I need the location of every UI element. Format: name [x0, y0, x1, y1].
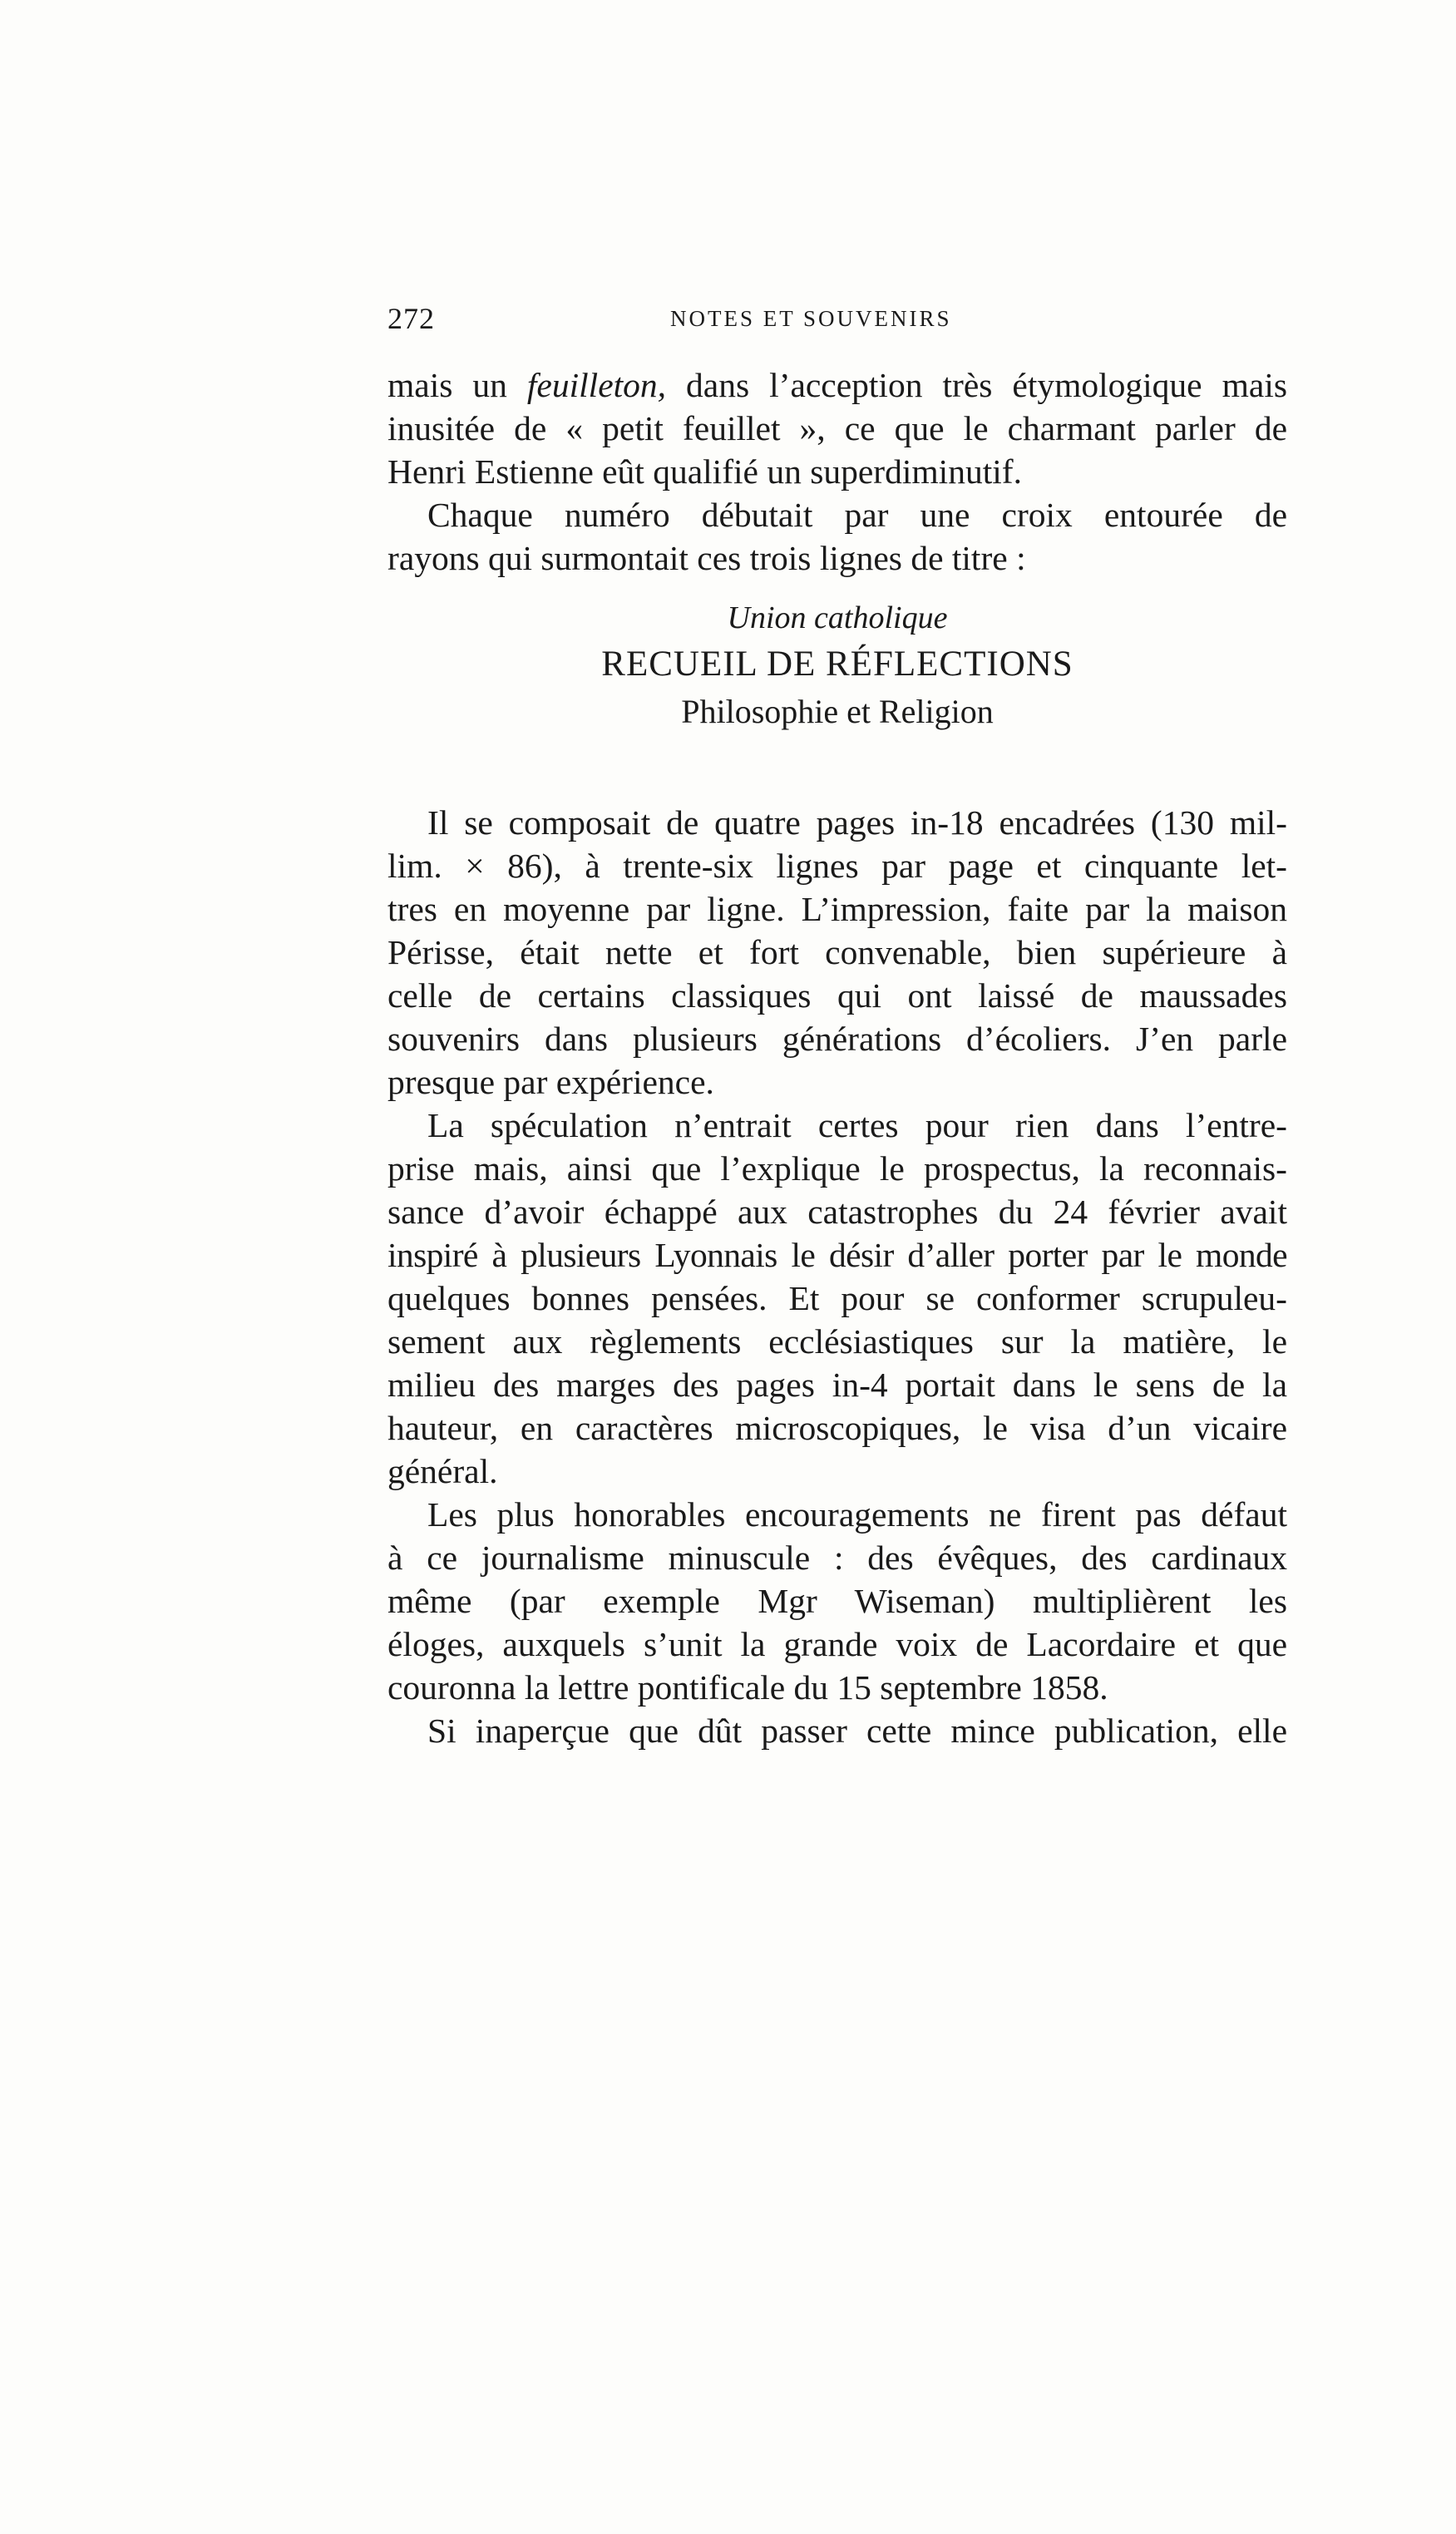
text-line: Les plus honorables encouragements ne firent pas défaut — [427, 1495, 1287, 1534]
paragraph-6 — [387, 1709, 1287, 1752]
title-philosophie: Philosophie et Religion — [681, 693, 994, 730]
text-line: couronna la lettre pontificale du 15 septembre 1858. — [387, 1668, 1108, 1707]
paragraph-2 — [387, 493, 1287, 580]
text-line: éloges, auxquels s’unit la grande voix de Lacordaire et que — [387, 1625, 1287, 1663]
text-line: Henri Estienne eût qualifié un superdiminutif. — [387, 452, 1022, 491]
text-line: inusitée de « petit feuillet », ce que le charmant parler de — [387, 409, 1287, 447]
text-line: tres en moyenne par ligne. L’impression, faite par la maison — [387, 890, 1287, 928]
text-line: Si inaperçue que dût passer cette mince publication, elle — [427, 1712, 1287, 1750]
paragraph-3 — [387, 801, 1287, 1104]
text-line: souvenirs dans plusieurs générations d’écoliers. J’en parle — [387, 1020, 1287, 1058]
body-text — [387, 363, 1287, 1752]
text-line: inspiré à plusieurs Lyonnais le désir d’aller porter par le monde — [387, 1236, 1287, 1274]
text-line — [387, 363, 1287, 407]
text-line: prise mais, ainsi que l’explique le prospectus, la reconnais- — [387, 1149, 1287, 1188]
text-line: à ce journalisme minuscule : des évêques, des cardinaux — [387, 1539, 1287, 1577]
text-line: Chaque numéro débutait par une croix entourée de — [427, 496, 1287, 534]
text-line: presque par expérience. — [387, 1063, 714, 1101]
text-line: rayons qui surmontait ces trois lignes de titre : — [387, 539, 1026, 577]
text-fragment: dans l’acception très étymologique mais — [666, 366, 1287, 404]
page-number: 272 — [387, 302, 435, 335]
text-line: hauteur, en caractères microscopiques, le visa d’un vicaire — [387, 1409, 1287, 1447]
text-line: même (par exemple Mgr Wiseman) multiplièrent les — [387, 1582, 1287, 1620]
text-line: milieu des marges des pages in-4 portait dans le sens de la — [387, 1366, 1287, 1404]
text-line: sement aux règlements ecclésiastiques sur la matière, le — [387, 1322, 1287, 1361]
text-fragment: mais un — [387, 366, 527, 404]
italic-word: feuilleton, — [526, 366, 667, 404]
text-line: La spéculation n’entrait certes pour rien dans l’entre- — [427, 1106, 1287, 1144]
text-line: lim. × 86), à trente-six lignes par page et cinquante let- — [387, 847, 1287, 885]
page-header — [387, 301, 1287, 351]
title-union-catholique: Union catholique — [727, 600, 948, 635]
text-line: Il se composait de quatre pages in-18 encadrées (130 mil- — [427, 803, 1287, 842]
running-head: NOTES ET SOUVENIRS — [670, 306, 952, 331]
text-line: sance d’avoir échappé aux catastrophes du 24 février avait — [387, 1193, 1287, 1231]
paragraph-1 — [387, 363, 1287, 493]
text-line: celle de certains classiques qui ont laissé de maussades — [387, 976, 1287, 1015]
paragraph-4 — [387, 1104, 1287, 1493]
text-line: Périsse, était nette et fort convenable, bien supérieure à — [387, 933, 1287, 971]
text-line: quelques bonnes pensées. Et pour se conformer scrupuleu- — [387, 1279, 1287, 1317]
spacer — [387, 736, 1287, 801]
title-recueil: RECUEIL DE RÉFLECTIONS — [601, 645, 1073, 684]
text-line: général. — [387, 1452, 498, 1490]
paragraph-5 — [387, 1493, 1287, 1709]
